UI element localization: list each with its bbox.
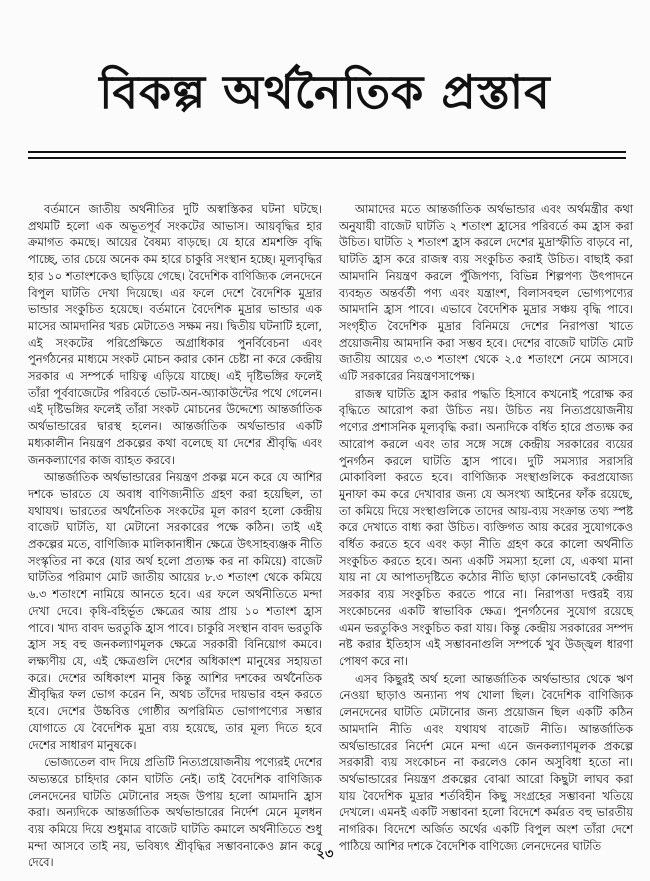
title-rule-top [28,151,626,153]
paragraph: রাজস্ব ঘাটতি হ্রাস করার পদ্ধতি হিসাবে কখনোই পরোক্ষ কর বৃদ্ধিতে আরোপ করা উচিত নয়। উচিত নয় নিত্যপ্রয়োজনীয় পণ্যের প্রশাসনিক মূল্যবৃদ্ধি করা। অন্যদিকে বর্ধিত হারে প্রত্যক্ষ কর আরোপ করলে এবং তার সঙ্গে সঙ্গে কেন্দ্রীয় সরকারের ব্যয়ের পুনর্গঠন করলে ঘাটতি হ্রাস পাবে। দুটি সমস্যার সরাসরি মোকাবিলা করতে হবে। বাণিজ্যিক সংস্থাগুলিকে করপ্রযোজ্য মুনাফা কম করে দেখাবার জন্য যে অসংখ্য আইনের ফাঁক রয়েছে, তা কমিয়ে দিয়ে সংস্থাগুলিকে তাদের আয়-ব্যয় সংক্রান্ত তথ্য স্পষ্ট করে দেখাতে বাধ্য করা উচিত। ব্যক্তিগত আয় করের সুযোগকেও বর্ধিত করতে হবে এবং কড়া নীতি গ্রহণ করে কালো অর্থনীতি সংকুচিত করতে হবে। অন্য একটি সমস্যা হলো যে, একথা মানা যায় না যে আপাতদৃষ্টিতে কঠোর নীতি ছাড়া কোনভাবেই কেন্দ্রীয় সরকার ব্যয় সংকুচিত করতে পারে না। নিরাপত্তা দপ্তরই ব্যয় সংকোচনের একটি স্বাভাবিক ক্ষেত্র। পুনর্গঠনের সুযোগ রয়েছে এমন ভরতুকিও সংকুচিত করা যায়। কিন্তু কেন্দ্রীয় সরকারের সম্পদ নষ্ট করার ইতিহাস এই সম্ভাবনাগুলি সম্পর্কে খুব উজ্জ্বল ধারণা পোষণ করে না। [339,386,633,668]
paragraph: আন্তর্জাতিক অর্থভান্ডারের নিয়ন্ত্রণ প্রকল্প মনে করে যে আশির দশকে ভারতে যে অবাধ বাণিজ্যনীতি গ্রহণ করা হয়েছিল, তা যথাযথ। ভারতের অর্থনৈতিক সংকটের মূল কারণ হলো কেন্দ্রীয় বাজেট ঘাটতি, যা মেটানো সরকারের পক্ষে কঠিন। তাই এই প্রকল্পের মতে, বাণিজ্যিক মালিকানাধীন ক্ষেত্রে উৎসাহব্যঞ্জক নীতি সংস্কৃতির না করে (যার অর্থ হলো প্রত্যক্ষ কর না কমিয়ে) বাজেট ঘাটতির পরিমাণ মোট জাতীয় আয়ের ৮.৩ শতাংশ থেকে কমিয়ে ৬.৩ শতাংশে নামিয়ে আনতে হবে। এর ফলে অর্থনীতিতে মন্দা দেখা দেবে। কৃষি-বহির্ভূত ক্ষেত্রের আয় প্রায় ১০ শতাংশ হ্রাস পাবে। খাদ্য বাবদ ভরতুকি হ্রাস পাবে। চাকুরি সংস্থান বাবদ ভরতুকি হ্রাস সহ বহু জনকল্যাণমূলক ক্ষেত্রে সরকারী বিনিয়োগ কমবে। লক্ষ্যণীয় যে, এই ক্ষেত্রগুলি দেশের অধিকাংশ মানুষের সহায়তা করে। দেশের অধিকাংশ মানুষ কিন্তু আশির দশকের অর্থনৈতিক শ্রীবৃদ্ধির ফল ভোগ করেন নি, অথচ তাঁদের দায়ভার বহন করতে হবে। দেশের উচ্চবিত্ত গোষ্ঠীর অপরিমিত ভোগাপণ্যের সম্ভার যোগাতে যে বৈদেশিক মুদ্রা ব্যয় হয়েছে, তার মূল্য দিতে হবে দেশের সাধারণ মানুষকে। [28,470,322,752]
left-column [28,201,322,870]
article-title: বিকল্প অর্থনৈতিক প্রস্তাব [99,65,551,119]
page-number: ২৩ [316,847,334,862]
right-column [339,201,633,853]
paragraph: ভোজ্যতেল বাদ দিয়ে প্রতিটি নিত্যপ্রয়োজনীয় পণ্যেরই দেশের অভ্যন্তরে চাহিদার কোন ঘাটতি নেই। তাই বৈদেশিক বাণিজ্যিক লেনদেনের ঘাটতি মেটানোর সহজ উপায় হলো আমদানি হ্রাস করা। অন্যদিকে আন্তর্জাতিক অর্থভান্ডারের নির্দেশ মেনে মূলধন ব্যয় কমিয়ে দিয়ে শুধুমাত্র বাজেট ঘাটতি কমালে অর্থনীতিতে শুধু মন্দা আসবে তাই নয়, ভবিষ্যৎ শ্রীবৃদ্ধির সম্ভাবনাকেও ম্লান করে দেবে। [28,755,322,870]
paragraph: বর্তমানে জাতীয় অর্থনীতির দুটি অস্বাস্তিকর ঘটনা ঘটছে। প্রথমটি হলো এক অভূতপূর্ব সংকটের আভাস। আয়বৃদ্ধির হার ক্রমাগত কমছে। আয়ের বৈষম্য বাড়ছে। যে হারে শ্রমশক্তি বৃদ্ধি পাচ্ছে, তার চেয়ে অনেক কম হারে চাকুরি সংস্থান হচ্ছে। মূল্যবৃদ্ধির হার ১০ শতাংশকেও ছাড়িয়ে গেছে। বৈদেশিক বাণিজ্যিক লেনদেনে বিপুল ঘাটতি দেখা দিয়েছে। এর ফলে দেশে বৈদেশিক মুদ্রার ভান্ডার সংকুচিত হয়েছে। বর্তমানে বৈদেশিক মুদ্রার ভান্ডার এক মাসের আমদানির খরচ মেটাতেও সক্ষম নয়। দ্বিতীয় ঘটনাটি হলো, এই সংকটের পরিপ্রেক্ষিতে অগ্রাধিকার পুনর্বিবেচনা এবং পুনর্গঠনের মাধ্যমে সংকট মোচন করার কোন চেষ্টা না করে কেন্দ্রীয় সরকার এ সম্পর্কে দায়িত্ব এড়িয়ে যাচ্ছে। এই দৃষ্টিভঙ্গির ফলেই তাঁরা পূর্ববাজেটের পরিবর্তে ভোট-অন-অ্যাকাউন্টের পথে গেলেন। এই দৃষ্টিভঙ্গির ফলেই তাঁরা সংকট মোচনের উদ্দেশ্যে আন্তর্জাতিক অর্থভান্ডারের দ্বারস্থ হলেন। আন্তর্জাতিক অর্থভান্ডার একটি মধ্যকালীন নিয়ন্ত্রণ প্রকল্পের কথা বলেছে যা দেশের শ্রীবৃদ্ধি এবং জনকল্যাণের কাজ ব্যাহত করবে। [28,202,322,467]
title-rule-bottom [28,157,626,159]
paragraph: আমাদের মতে আন্তর্জাতিক অর্থভান্ডার এবং অর্থমন্ত্রীর কথা অনুযায়ী বাজেট ঘাটতি ২ শতাংশ হ্রাসের পরিবর্তে কম হ্রাস করা উচিত। ঘাটতি ২ শতাংশ হ্রাস করলে দেশের মুদ্রাস্ফীতি বাড়বে না, ঘাটতি হ্রাস করে রাজস্ব ব্যয় সংকুচিত করাই উচিত। বাছাই করা আমদানি নিয়ন্ত্রণ করলে পুঁজিপণ্য, বিভিন্ন শিল্পপণ্য উৎপাদনে ব্যবহৃত অন্তর্বর্তী পণ্য এবং যন্ত্রাংশ, বিলাসবহুল ভোগ্যপণ্যের আমদানি হ্রাস পাবে। এভাবে বৈদেশিক মুদ্রার সঞ্চয় বৃদ্ধি পাবে। সংগৃহীত বৈদেশিক মুদ্রার বিনিময়ে দেশের নিরাপত্তা খাতে প্রয়োজনীয় আমদানি করা সম্ভব হবে। দেশের বাজেট ঘাটতি মোট জাতীয় আয়ের ৩.৩ শতাংশ থেকে ২.৫ শতাংশে নেমে আসবে। এটি সরকারের নিয়ন্ত্রণসাপেক্ষ। [339,202,633,384]
paragraph: এসব কিছুরই অর্থ হলো আন্তর্জাতিক অর্থভান্ডার থেকে ঋণ নেওয়া ছাড়াও অন্যান্য পথ খোলা ছিল। বৈদেশিক বাণিজ্যিক লেনদেনের ঘাটতি মেটানোর জন্য প্রয়োজন ছিল একটি কঠিন আমদানি নীতি এবং যথাযথ বাজেট নীতি। আন্তর্জাতিক অর্থভান্ডারের নির্দেশ মেনে মন্দা এনে জনকল্যাণমূলক প্রকল্পে সরকারী ব্যয় সংকোচন না করলেও কোন অসুবিধা হতো না। অর্থভান্ডারের নিয়ন্ত্রণ প্রকল্পের বোঝা আরো কিছুটা লাঘব করা যায় বৈদেশিক মুদ্রার শর্তবিহীন কিছু সংগ্রহের সম্ভাবনা খতিয়ে দেখলে। এমনই একটি সম্ভাবনা হলো বিদেশে কর্মরত বহু ভারতীয় নাগরিক। বিদেশে অর্জিত অর্থের একটি বিপুল অংশ তাঁরা দেশে পাঠিয়ে আশির দশকে বৈদেশিক বাণিজ্যে লেনদেনের ঘাটতি [339,671,633,853]
